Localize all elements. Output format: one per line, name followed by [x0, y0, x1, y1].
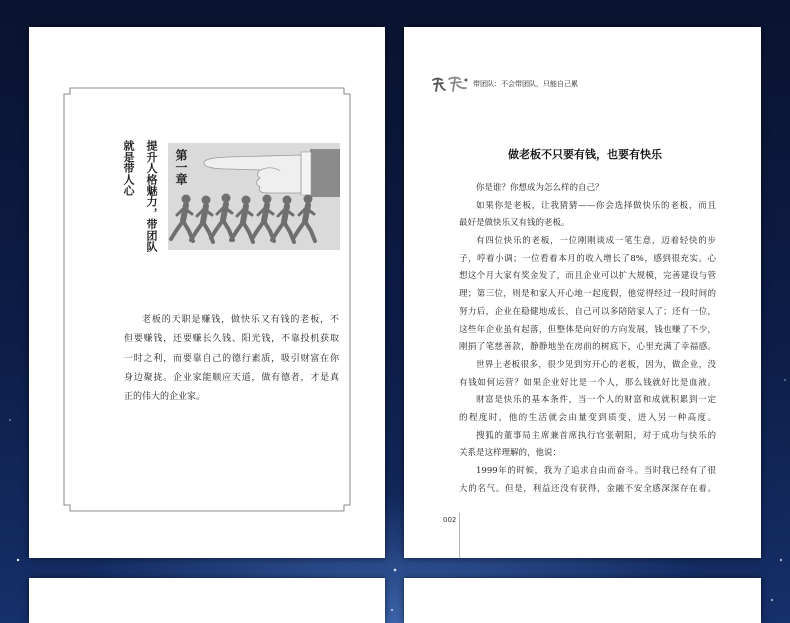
footer-divider [459, 513, 460, 558]
publisher-logo-icon [430, 75, 470, 93]
body-line: 如果你是老板，让我猜猜——你会选择做快乐的老板，而且 [476, 200, 716, 211]
decorative-frame [29, 27, 385, 558]
chapter-title-line: 就是带人心 [122, 140, 135, 196]
paragraph-line: 老板的天职是赚钱，做快乐又有钱的老板，不 [142, 315, 339, 325]
left-page [29, 27, 385, 558]
body-paragraph [459, 463, 716, 498]
body-line: 大的名气。但是，利益还没有获得，金融不安全感深深存在着。 [459, 483, 716, 494]
body-paragraph [459, 428, 716, 463]
next-left-page [29, 578, 385, 623]
body-line: 刚捐了笔慈善款，静静地坐在房前的树底下，心里充满了幸福感。 [459, 342, 716, 353]
body-paragraph [459, 233, 716, 357]
body-paragraph [459, 198, 716, 233]
body-paragraph [459, 392, 716, 427]
section-title: 做老板不只要有钱，也要有快乐 [508, 148, 662, 161]
page-number: 002 [443, 516, 457, 524]
body-line: 有四位快乐的老板，一位刚刚谈成一笔生意，迈着轻快的步 [476, 236, 716, 247]
chapter-label: 第一章 [174, 149, 188, 185]
body-line: 理；第三位，则是和家人开心地一起度假，他觉得经过一段时间的 [459, 289, 716, 300]
intro-paragraph [124, 311, 339, 407]
right-page [404, 27, 761, 558]
body-line: 有钱如何运营？如果企业好比是一个人，那么钱就好比是血液。 [459, 377, 716, 388]
body-line: 努力后，企业在稳健地成长，自己可以多陪陪家人了；还有一位， [459, 306, 716, 317]
chapter-illustration [168, 143, 340, 250]
paragraph-line: 正的伟大的企业家。 [124, 392, 206, 403]
body-line: 你是谁？你想成为怎么样的自己？ [476, 183, 604, 193]
body-line: 子，哼着小调；一位看着本月的收入增长了8%，感到很充实。心 [459, 253, 716, 264]
paragraph-line: 但要赚钱，还要赚长久钱、阳光钱，不靠投机获取 [124, 334, 339, 345]
body-paragraph [459, 357, 716, 392]
paragraph-line: 身边聚拢。企业家能顺应天道，做有德者，才是真 [124, 372, 339, 383]
paragraph-line: 一时之利，而要靠自己的德行素质，吸引财富在你 [124, 353, 339, 364]
body-line: 1999年的时候，我为了追求自由而奋斗。当时我已经有了很 [476, 466, 716, 476]
body-line: 这些年企业虽有起落，但整体是向好的方向发展，钱也赚了不少， [459, 324, 716, 335]
next-right-page [404, 578, 761, 623]
body-line: 关系是这样理解的，他说： [459, 448, 562, 459]
body-text [459, 180, 716, 498]
running-header: 带团队：不会带团队，只能自己累 [473, 80, 578, 88]
chapter-title-line: 提升人格魅力，带团队 [145, 140, 158, 252]
body-line: 财富是快乐的基本条件，当一个人的财富和成就积累到一定 [476, 395, 716, 406]
body-line: 想这个月大家有奖金发了，而且企业可以扩大规模，完善建设与管 [459, 271, 716, 282]
body-line: 的程度时，他的生活就会由量变到质变，进入另一种高度。 [459, 412, 716, 423]
body-line: 搜狐的董事局主席兼首席执行官张朝阳，对于成功与快乐的 [476, 430, 716, 441]
body-line: 世界上老板很多，很少见到穷开心的老板，因为，做企业，没 [476, 359, 716, 370]
suit-sleeve [310, 149, 340, 197]
shirt-cuff [301, 152, 311, 195]
body-line: 最好是做快乐又有钱的老板。 [459, 218, 570, 229]
body-paragraph [459, 180, 716, 198]
